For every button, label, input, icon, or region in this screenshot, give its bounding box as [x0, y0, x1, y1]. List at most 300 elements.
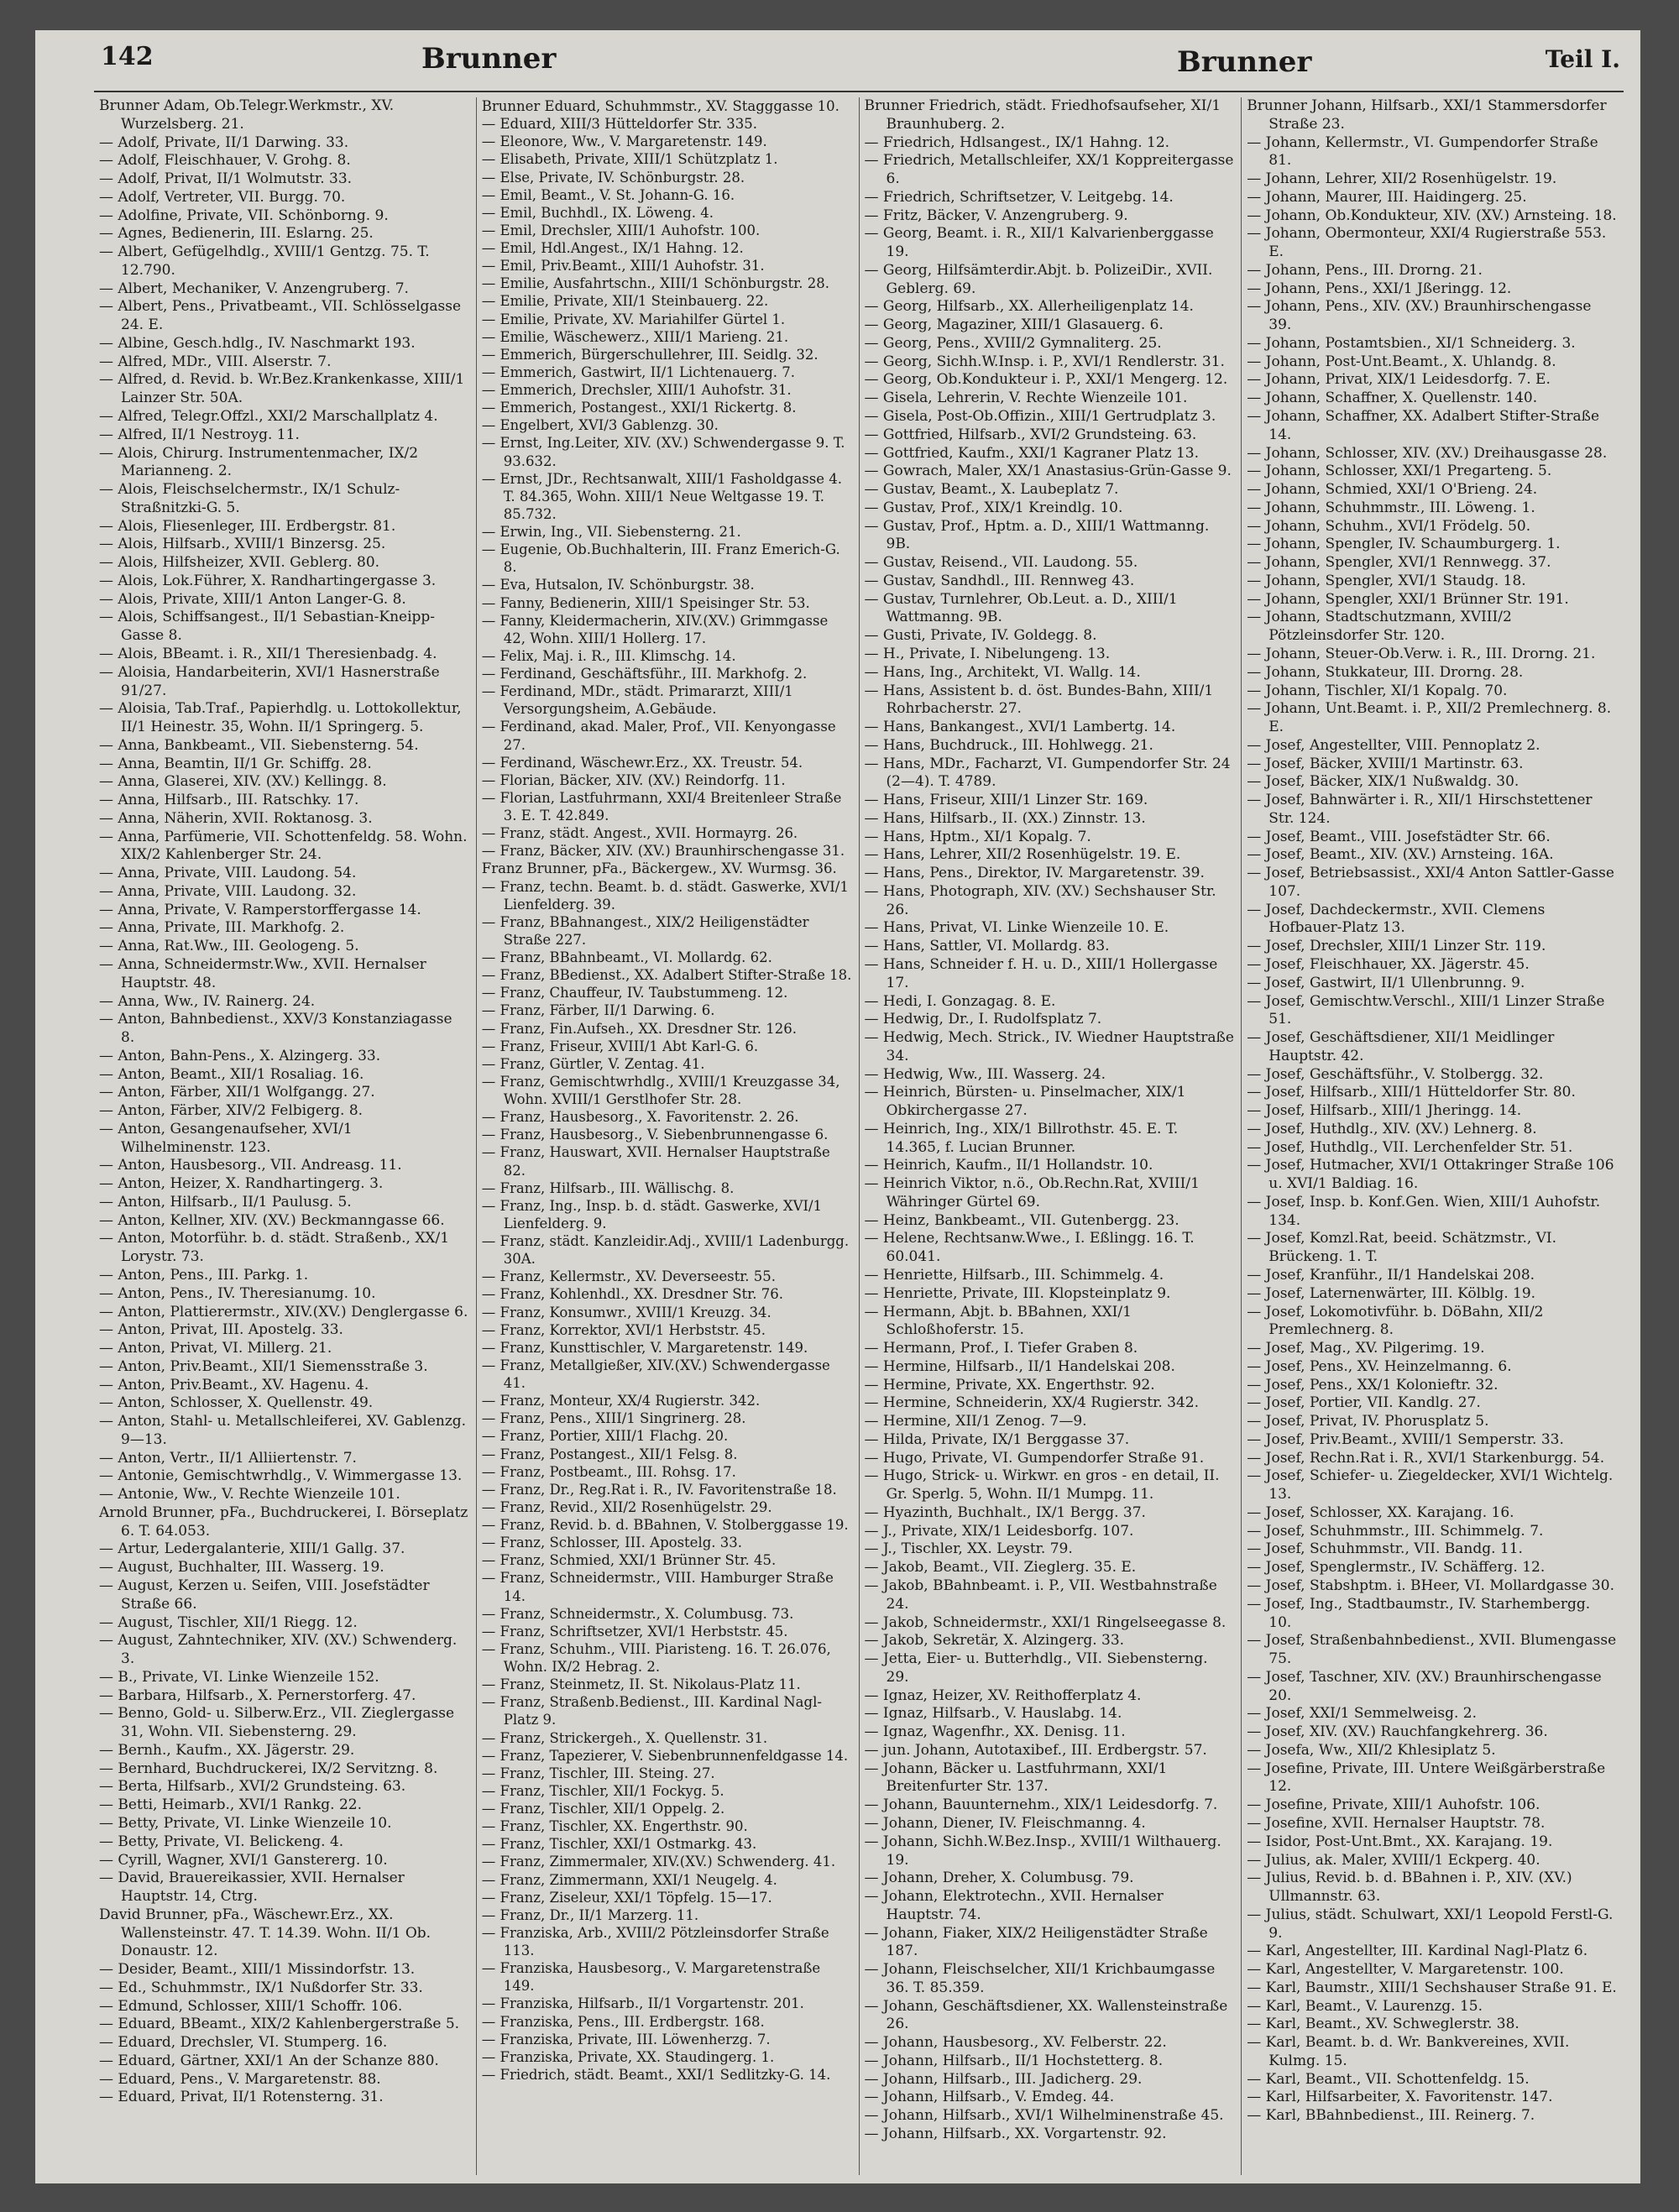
directory-entry: — August, Tischler, XII/1 Riegg. 12. [99, 1613, 358, 1631]
directory-entry: — Josef, Drechsler, XIII/1 Linzer Str. 119. [1247, 938, 1546, 955]
directory-entry: — Hyazinth, Buchhalt., IX/1 Bergg. 37. [864, 1503, 1146, 1521]
directory-entry: — Josefa, Ww., XII/2 Khlesiplatz 5. [1247, 1741, 1496, 1759]
running-head-right: Brunner [1177, 45, 1312, 79]
directory-entry: — Franz, Metallgießer, XIV.(XV.) Schwendergasse 41. [481, 1357, 830, 1391]
directory-entry: — Hans, Photograph, XIV. (XV.) Sechshauser Str. 26. [864, 882, 1216, 918]
directory-entry: — Karl, Beamt., VII. Schottenfeldg. 15. [1247, 2070, 1530, 2088]
directory-entry: — Georg, Magaziner, XIII/1 Glasauerg. 6. [864, 316, 1164, 334]
directory-entry: — Franz, Schriftsetzer, XVI/1 Herbststr. 45. [481, 1623, 788, 1639]
directory-entry: — Hedwig, Mech. Strick., IV. Wiedner Hauptstraße 34. [864, 1029, 1234, 1064]
directory-entry: — Hugo, Private, VI. Gumpendorfer Straße 91. [864, 1449, 1205, 1467]
directory-entry: — Franz, städt. Angest., XVII. Hormayrg. 26. [481, 825, 798, 842]
directory-entry: — Johann, Pens., III. Drorng. 21. [1247, 261, 1483, 279]
directory-entry: — Julius, ak. Maler, XVIII/1 Eckperg. 40. [1247, 1851, 1540, 1869]
directory-entry: — Hedi, I. Gonzagag. 8. E. [864, 992, 1056, 1010]
directory-entry: — Friedrich, Hdlsangest., IX/1 Hahng. 12. [864, 133, 1170, 151]
directory-entry: — Betty, Private, VI. Linke Wienzeile 10. [99, 1814, 392, 1832]
directory-entry: — Ignaz, Wagenfhr., XX. Denisg. 11. [864, 1723, 1126, 1741]
column-4 [1242, 97, 1624, 2175]
directory-entry: — Franz, Gürtler, V. Zentag. 41. [481, 1055, 705, 1072]
directory-entry: — Ernst, Ing.Leiter, XIV. (XV.) Schwendergasse 9. T. 93.632. [481, 435, 845, 469]
directory-entry: — Josef, Taschner, XIV. (XV.) Braunhirschengasse 20. [1247, 1668, 1602, 1704]
directory-entry: — Johann, Stukkateur, III. Drorng. 28. [1247, 663, 1524, 681]
directory-entry: — Hans, Friseur, XIII/1 Linzer Str. 169. [864, 792, 1148, 809]
directory-entry: — Anna, Parfümerie, VII. Schottenfeldg. 58. Wohn. XIX/2 Kahlenberger Str. 24. [99, 828, 468, 864]
directory-entry: — Hilda, Private, IX/1 Berggasse 37. [864, 1430, 1130, 1448]
directory-entry: — Anton, Hausbesorg., VII. Andreasg. 11. [99, 1157, 402, 1174]
directory-entry: — Johann, Bäcker u. Lastfuhrmann, XXI/1 Breitenfurter Str. 137. [864, 1760, 1168, 1796]
directory-entry: — Johann, Post-Unt.Beamt., X. Uhlandg. 8. [1247, 353, 1556, 370]
directory-entry: — Erwin, Ing., VII. Siebensterng. 21. [481, 524, 741, 540]
directory-entry: — Fanny, Bedienerin, XIII/1 Speisinger Str. 53. [481, 594, 810, 611]
directory-entry: — Franz, Straßenb.Bedienst., III. Kardinal Nagl-Platz 9. [481, 1694, 822, 1728]
directory-entry: — August, Kerzen u. Seifen, VIII. Josefstädter Straße 66. [99, 1577, 430, 1613]
directory-entry: — Anton, Pens., IV. Theresianumg. 10. [99, 1284, 376, 1302]
directory-entry: — Agnes, Bedienerin, III. Eslarng. 25. [99, 225, 374, 243]
directory-entry: — Alois, Fliesenleger, III. Erdbergstr. 81. [99, 517, 396, 535]
directory-entry: — Heinz, Bankbeamt., VII. Gutenbergg. 23. [864, 1211, 1179, 1229]
directory-entry: — Franz, Revid., XII/2 Rosenhügelstr. 29. [481, 1498, 772, 1515]
directory-entry: — Josef, Fleischhauer, XX. Jägerstr. 45. [1247, 955, 1530, 973]
directory-entry: — Johann, Obermonteur, XXI/4 Rugierstraße 553. E. [1247, 225, 1607, 261]
directory-entry: — Franz, Tischler, XII/1 Fockyg. 5. [481, 1782, 724, 1799]
directory-entry: — Josef, XIV. (XV.) Rauchfangkehrerg. 36. [1247, 1723, 1548, 1741]
directory-entry: — Johann, Pens., XIV. (XV.) Braunhirschengasse 39. [1247, 298, 1592, 334]
directory-entry: — Fanny, Kleidermacherin, XIV.(XV.) Grimmgasse 42, Wohn. XIII/1 Hollerg. 17. [481, 612, 829, 646]
directory-entry: — Franziska, Hilfsarb., II/1 Vorgartenstr. 201. [481, 1995, 804, 2012]
directory-entry: — Franz, BBahnangest., XIX/2 Heiligenstädter Straße 227. [481, 913, 809, 948]
directory-entry: — Johann, Dreher, X. Columbusg. 79. [864, 1869, 1134, 1887]
directory-entry: — Franz, Dr., Reg.Rat i. R., IV. Favoritenstraße 18. [481, 1481, 837, 1498]
directory-entry: — Else, Private, IV. Schönburgstr. 28. [481, 169, 745, 186]
directory-entry: — Friedrich, Metallschleifer, XX/1 Koppreitergasse 6. [864, 152, 1234, 188]
directory-entry: — Karl, BBahnbedienst., III. Reinerg. 7. [1247, 2107, 1535, 2125]
directory-entry: — Hans, Sattler, VI. Mollardg. 83. [864, 938, 1110, 955]
directory-entry: — Heinrich, Ing., XIX/1 Billrothstr. 45. E. T. 14.365, f. Lucian Brunner. [864, 1120, 1179, 1156]
directory-entry: — Johann, Steuer-Ob.Verw. i. R., III. Drorng. 21. [1247, 645, 1596, 662]
directory-entry: — Hans, Hilfsarb., II. (XX.) Zinnstr. 13. [864, 809, 1146, 827]
directory-entry: — Josef, Schuhmmstr., VII. Bandg. 11. [1247, 1540, 1523, 1558]
directory-entry: — Johann, Tischler, XI/1 Kopalg. 70. [1247, 682, 1508, 699]
directory-entry: — Josef, Beamt., XIV. (XV.) Arnsteing. 16A. [1247, 846, 1554, 864]
directory-entry: — Karl, Hilfsarbeiter, X. Favoritenstr. 147. [1247, 2089, 1553, 2106]
directory-entry: — Hermine, Private, XX. Engerthstr. 92. [864, 1376, 1155, 1394]
directory-entry: — Josef, Geschäftsführ., V. Stolbergg. 32. [1247, 1065, 1544, 1083]
directory-entry: — Georg, Sichh.W.Insp. i. P., XVI/1 Rendlerstr. 31. [864, 353, 1225, 370]
directory-page [35, 30, 1640, 2183]
directory-entry: — Gottfried, Hilfsarb., XVI/2 Grundsteing. 63. [864, 426, 1197, 443]
directory-entry: — Franz, BBedienst., XX. Adalbert Stifter-Straße 18. [481, 967, 852, 984]
directory-entry: — Anton, Bahnbedienst., XXV/3 Konstanziagasse 8. [99, 1011, 452, 1047]
directory-entry: — Hans, Schneider f. H. u. D., XIII/1 Hollergasse 17. [864, 955, 1218, 991]
directory-entry: Brunner Adam, Ob.Telegr.Werkmstr., XV. Wurzelsberg. 21. [99, 97, 395, 133]
directory-entry: — Alois, BBeamt. i. R., XII/1 Theresienbadg. 4. [99, 645, 437, 662]
directory-entry: — Franz, Monteur, XX/4 Rugierstr. 342. [481, 1393, 761, 1409]
directory-entry: — Franz, Chauffeur, IV. Taubstummeng. 12. [481, 985, 788, 1001]
directory-entry: — Eduard, Privat, II/1 Rotensterng. 31. [99, 2089, 384, 2106]
directory-entry: — Karl, Beamt., V. Laurenzg. 15. [1247, 1997, 1483, 2015]
directory-entry: — Eduard, Gärtner, XXI/1 An der Schanze 880. [99, 2052, 439, 2069]
directory-entry: — Johann, Fleischselcher, XII/1 Krichbaumgasse 36. T. 85.359. [864, 1961, 1216, 1996]
directory-entry: — Anton, Priv.Beamt., XII/1 Siemensstraße 3. [99, 1357, 428, 1375]
directory-entry: — Gustav, Turnlehrer, Ob.Leut. a. D., XIII/1 Wattmanng. 9B. [864, 590, 1178, 626]
directory-entry: — Josef, Spenglermstr., IV. Schäfferg. 12. [1247, 1559, 1546, 1577]
directory-entry: — Josef, Schiefer- u. Ziegeldecker, XVI/1 Wichtelg. 13. [1247, 1467, 1614, 1503]
directory-entry: — Franziska, Private, III. Löwenherzg. 7. [481, 2031, 771, 2047]
directory-entry: — Johann, Postamtsbien., XI/1 Schneiderg. 3. [1247, 334, 1576, 352]
directory-entry: — Alfred, d. Revid. b. Wr.Bez.Krankenkasse, XIII/1 Lainzer Str. 50A. [99, 371, 465, 407]
directory-entry: — Franz, Bäcker, XIV. (XV.) Braunhirschengasse 31. [481, 843, 845, 860]
directory-entry: — Johann, Ob.Kondukteur, XIV. (XV.) Arnsteing. 18. [1247, 207, 1617, 224]
directory-entry: — Ed., Schuhmmstr., IX/1 Nußdorfer Str. 33. [99, 1979, 423, 1996]
directory-entry: — Adolf, Privat, II/1 Wolmutstr. 33. [99, 170, 353, 188]
directory-entry: — Friedrich, städt. Beamt., XXI/1 Sedlitzky-G. 14. [481, 2066, 831, 2083]
directory-entry: — Emil, Priv.Beamt., XIII/1 Auhofstr. 31. [481, 258, 765, 275]
directory-entry: — Josef, Privat, IV. Phorusplatz 5. [1247, 1413, 1489, 1430]
directory-entry: — Emmerich, Drechsler, XIII/1 Auhofstr. 31. [481, 382, 792, 398]
directory-entry: — Hermann, Prof., I. Tiefer Graben 8. [864, 1340, 1138, 1357]
directory-entry: — Josef, Gemischtw.Verschl., XIII/1 Linzer Straße 51. [1247, 992, 1605, 1028]
directory-entry: — Alois, Lok.Führer, X. Randhartingergasse 3. [99, 572, 437, 589]
directory-entry: — Isidor, Post-Unt.Bmt., XX. Karajang. 19. [1247, 1833, 1553, 1850]
directory-entry: — Gustav, Reisend., VII. Laudong. 55. [864, 554, 1138, 572]
directory-entry: — Hans, Ing., Architekt, VI. Wallg. 14. [864, 663, 1141, 681]
directory-entry: — Betti, Heimarb., XVI/1 Rankg. 22. [99, 1796, 363, 1814]
directory-entry: — Heinrich, Bürsten- u. Pinselmacher, XIX/1 Obkirchergasse 27. [864, 1084, 1186, 1120]
directory-entry: — Anna, Glaserei, XIV. (XV.) Kellingg. 8. [99, 773, 387, 791]
directory-entry: — August, Buchhalter, III. Wasserg. 19. [99, 1559, 384, 1577]
directory-entry: — Anna, Ww., IV. Rainerg. 24. [99, 992, 316, 1010]
directory-entry: — Jakob, Beamt., VII. Zieglerg. 35. E. [864, 1559, 1137, 1577]
directory-entry: — Gustav, Sandhdl., III. Rennweg 43. [864, 572, 1135, 589]
directory-entry: — Franz, Ing., Insp. b. d. städt. Gaswerke, XVI/1 Lienfelderg. 9. [481, 1197, 823, 1232]
directory-entry: — Eleonore, Ww., V. Margaretenstr. 149. [481, 133, 767, 150]
directory-entry: — Josef, Dachdeckermstr., XVII. Clemens Hofbauer-Platz 13. [1247, 901, 1546, 937]
directory-entry: — Albine, Gesch.hdlg., IV. Naschmarkt 193. [99, 334, 416, 352]
directory-entry: — J., Private, XIX/1 Leidesborfg. 107. [864, 1522, 1134, 1540]
directory-entry: — Josef, Insp. b. Konf.Gen. Wien, XIII/1 Auhofstr. 134. [1247, 1193, 1601, 1229]
directory-entry: — Anton, Färber, XII/1 Wolfgangg. 27. [99, 1084, 375, 1101]
directory-entry: — Karl, Baumstr., XIII/1 Sechshauser Straße 91. E. [1247, 1979, 1617, 1996]
directory-entry: — Johann, Sichh.W.Bez.Insp., XVIII/1 Wilthauerg. 19. [864, 1833, 1221, 1869]
directory-entry: — Josef, Bahnwärter i. R., XII/1 Hirschstettener Str. 124. [1247, 792, 1593, 827]
directory-entry: — Franz, Schlosser, III. Apostelg. 33. [481, 1535, 743, 1551]
directory-entry: — Johann, Schuhm., XVI/1 Frödelg. 50. [1247, 517, 1531, 535]
directory-entry: — Franz, Schmied, XXI/1 Brünner Str. 45. [481, 1552, 777, 1569]
directory-entry: — Adolf, Private, II/1 Darwing. 33. [99, 133, 349, 151]
column-3 [860, 97, 1242, 2175]
directory-entry: — Franz, Tischler, XX. Engerthstr. 90. [481, 1818, 748, 1835]
directory-entry: — Johann, Schlosser, XIV. (XV.) Dreihausgasse 28. [1247, 444, 1608, 462]
directory-entry: — Josef, Hilfsarb., XIII/1 Jheringg. 14. [1247, 1102, 1522, 1120]
directory-entry: — Elisabeth, Private, XIII/1 Schützplatz 1. [481, 151, 778, 168]
directory-entry: — Anton, Schlosser, X. Quellenstr. 49. [99, 1394, 374, 1412]
directory-entry: — Julius, städt. Schulwart, XXI/1 Leopold Ferstl-G. 9. [1247, 1906, 1614, 1942]
directory-entry: — Johann, Hilfsarb., XVI/1 Wilhelminenstraße 45. [864, 2107, 1224, 2125]
directory-entry: — H., Private, I. Nibelungeng. 13. [864, 645, 1111, 662]
directory-entry: — Antonie, Gemischtwrhdlg., V. Wimmergasse 13. [99, 1467, 463, 1485]
directory-entry: — Anton, Privat, VI. Millerg. 21. [99, 1340, 332, 1357]
directory-entry: — Josef, Gastwirt, II/1 Ullenbrunng. 9. [1247, 974, 1525, 991]
directory-entry: — Franziska, Hausbesorg., V. Margaretenstraße 149. [481, 1960, 821, 1995]
directory-entry: — Franziska, Private, XX. Staudingerg. 1. [481, 2048, 775, 2065]
directory-entry: — Anna, Private, VIII. Laudong. 54. [99, 865, 357, 882]
directory-entry: — Anton, Kellner, XIV. (XV.) Beckmanngasse 66. [99, 1211, 445, 1229]
directory-entry: — Anton, Heizer, X. Randhartingerg. 3. [99, 1175, 384, 1193]
directory-entry: — Johann, Geschäftsdiener, XX. Wallensteinstraße 26. [864, 1997, 1228, 2033]
directory-entry: — Johann, Schmied, XXI/1 O'Brieng. 24. [1247, 481, 1538, 499]
directory-entry: — Alois, Hilfsheizer, XVII. Geblerg. 80. [99, 554, 380, 572]
directory-entry: — Anton, Plattierermstr., XIV.(XV.) Denglergasse 6. [99, 1303, 468, 1320]
directory-entry: — Johann, Privat, XIX/1 Leidesdorfg. 7. E. [1247, 371, 1551, 389]
directory-entry: — Emilie, Private, XV. Mariahilfer Gürtel 1. [481, 311, 786, 327]
directory-entry: — Alfred, II/1 Nestroyg. 11. [99, 426, 300, 443]
directory-entry: — David, Brauereikassier, XVII. Hernalser Hauptstr. 14, Ctrg. [99, 1869, 405, 1906]
directory-entry: — Jakob, Schneidermstr., XXI/1 Ringelseegasse 8. [864, 1613, 1227, 1631]
directory-entry: — Emmerich, Bürgerschullehrer, III. Seidlg. 32. [481, 346, 819, 363]
directory-entry: — Hermine, XII/1 Zenog. 7—9. [864, 1413, 1087, 1430]
directory-entry: — Emmerich, Postangest., XXI/1 Rickertg. 8. [481, 400, 797, 416]
directory-entry: — Franz, Postbeamt., III. Rohsg. 17. [481, 1463, 736, 1480]
directory-entry: — Franz, Hauswart, XVII. Hernalser Hauptstraße 82. [481, 1144, 830, 1179]
directory-entry: — Hermann, Abjt. b. BBahnen, XXI/1 Schloßhoferstr. 15. [864, 1303, 1132, 1339]
directory-entry: — Alois, Chirurg. Instrumentenmacher, IX/2 Marianneng. 2. [99, 444, 419, 480]
directory-entry: — Josef, Hilfsarb., XIII/1 Hütteldorfer Str. 80. [1247, 1084, 1576, 1101]
directory-entry: — Anna, Hilfsarb., III. Ratschky. 17. [99, 792, 359, 809]
directory-entry: — Karl, Angestellter, V. Margaretenstr. 100. [1247, 1961, 1564, 1979]
directory-entry: — Jakob, Sekretär, X. Alzingerg. 33. [864, 1632, 1125, 1650]
directory-entry: — Johann, Hilfsarb., II/1 Hochstetterg. 8. [864, 2052, 1164, 2069]
directory-entry: — Anton, Hilfsarb., II/1 Paulusg. 5. [99, 1193, 352, 1211]
directory-entry: — Josef, Geschäftsdiener, XII/1 Meidlinger Hauptstr. 42. [1247, 1029, 1555, 1064]
directory-entry: — Josefine, Private, III. Untere Weißgärberstraße 12. [1247, 1760, 1606, 1796]
directory-entry: — Franz, Kohlenhdl., XX. Dresdner Str. 76. [481, 1286, 783, 1303]
directory-entry: — Albert, Pens., Privatbeamt., VII. Schlösselgasse 24. E. [99, 298, 462, 334]
directory-entry: — Aloisia, Handarbeiterin, XVI/1 Hasnerstraße 91/27. [99, 663, 440, 699]
directory-entry: — Anton, Pens., III. Parkg. 1. [99, 1267, 309, 1284]
directory-entry: — Josef, Schuhmmstr., III. Schimmelg. 7. [1247, 1522, 1544, 1540]
directory-entry: — Anton, Motorführ. b. d. städt. Straßenb., XX/1 Lorystr. 73. [99, 1230, 450, 1266]
directory-entry: — Franz, Tischler, III. Steing. 27. [481, 1765, 715, 1781]
directory-entry: — Eduard, XIII/3 Hütteldorfer Str. 335. [481, 116, 758, 133]
directory-entry: Brunner Johann, Hilfsarb., XXI/1 Stammersdorfer Straße 23. [1247, 97, 1607, 133]
directory-entry: — Georg, Beamt. i. R., XII/1 Kalvarienberggasse 19. [864, 225, 1214, 261]
directory-entry: — Gowrach, Maler, XX/1 Anastasius-Grün-Gasse 9. [864, 463, 1232, 480]
directory-entry: — Bernhard, Buchdruckerei, IX/2 Servitzng. 8. [99, 1760, 438, 1777]
directory-entry: — Cyrill, Wagner, XVI/1 Ganstererg. 10. [99, 1851, 388, 1869]
directory-entry: — Alois, Schiffsangest., II/1 Sebastian-Kneipp-Gasse 8. [99, 609, 436, 645]
directory-entry: — Johann, Hilfsarb., III. Jadicherg. 29. [864, 2070, 1143, 2088]
directory-entry: — Julius, Revid. b. d. BBahnen i. P., XIV. (XV.) Ullmannstr. 63. [1247, 1869, 1572, 1906]
directory-entry: — Hedwig, Dr., I. Rudolfsplatz 7. [864, 1011, 1102, 1028]
directory-entry: — Franz, Hausbesorg., V. Siebenbrunnengasse 6. [481, 1127, 829, 1143]
directory-entry: — Johann, Diener, IV. Fleischmanng. 4. [864, 1814, 1146, 1832]
directory-entry: — Franz, Strickergeh., X. Quellenstr. 31. [481, 1729, 768, 1746]
directory-entry: — Emil, Drechsler, XIII/1 Auhofstr. 100. [481, 222, 761, 238]
directory-entry: — Felix, Maj. i. R., III. Klimschg. 14. [481, 647, 736, 664]
directory-entry: — Johann, Spengler, IV. Schaumburgerg. 1. [1247, 536, 1561, 553]
directory-entry: — Franz, BBahnbeamt., VI. Mollardg. 62. [481, 949, 772, 965]
directory-entry: — Josef, Priv.Beamt., XVIII/1 Semperstr. 33. [1247, 1430, 1564, 1448]
directory-entry: — Franz, Gemischtwrhdlg., XVIII/1 Kreuzgasse 34, Wohn. XVIII/1 Gerstlhofer Str. 28. [481, 1073, 840, 1107]
directory-entry: — Franz, Korrektor, XVI/1 Herbststr. 45. [481, 1321, 766, 1338]
directory-entry: — Anna, Private, VIII. Laudong. 32. [99, 882, 357, 900]
directory-entry: — Emil, Buchhdl., IX. Löweng. 4. [481, 204, 714, 221]
directory-entry: — Hans, Bankangest., XVI/1 Lambertg. 14. [864, 719, 1176, 736]
directory-entry: — Engelbert, XVI/3 Gablenzg. 30. [481, 417, 719, 434]
directory-entry: — Gusti, Private, IV. Goldegg. 8. [864, 627, 1097, 645]
directory-entry: — B., Private, VI. Linke Wienzeile 152. [99, 1668, 379, 1686]
part-label: Teil I. [1545, 45, 1620, 73]
directory-entry: — Josef, Huthdlg., XIV. (XV.) Lehnerg. 8. [1247, 1120, 1537, 1137]
directory-entry: — Johann, Schaffner, XX. Adalbert Stifter-Straße 14. [1247, 408, 1600, 443]
directory-entry: — August, Zahntechniker, XIV. (XV.) Schwenderg. 3. [99, 1632, 458, 1668]
directory-entry: — Ferdinand, Wäschewr.Erz., XX. Treustr. 54. [481, 754, 803, 771]
directory-entry: — Anton, Gesangenaufseher, XVI/1 Wilhelminenstr. 123. [99, 1120, 353, 1156]
directory-entry: — Karl, Beamt., XV. Schweglerstr. 38. [1247, 2016, 1519, 2033]
directory-entry: — Gisela, Lehrerin, V. Rechte Wienzeile 101. [864, 390, 1188, 407]
directory-entry: — jun. Johann, Autotaxibef., III. Erdbergstr. 57. [864, 1741, 1207, 1759]
directory-entry: Brunner Eduard, Schuhmmstr., XV. Stagggasse 10. [481, 98, 840, 114]
directory-entry: — Josefine, Private, XIII/1 Auhofstr. 106. [1247, 1796, 1540, 1814]
directory-entry: — Karl, Beamt. b. d. Wr. Bankvereines, XVII. Kulmg. 15. [1247, 2034, 1570, 2069]
directory-entry: — Hans, Buchdruck., III. Hohlwegg. 21. [864, 736, 1153, 754]
directory-entry: — Desider, Beamt., XIII/1 Missindorfstr. 13. [99, 1961, 416, 1979]
directory-entry: — Josef, Rechn.Rat i. R., XVI/1 Starkenburgg. 54. [1247, 1449, 1605, 1467]
directory-entry: — Franz, Zimmermaler, XIV.(XV.) Schwenderg. 41. [481, 1854, 836, 1870]
directory-entry: — Anna, Rat.Ww., III. Geologeng. 5. [99, 938, 359, 955]
directory-entry: — Hans, MDr., Facharzt, VI. Gumpendorfer Str. 24 (2—4). T. 4789. [864, 755, 1231, 791]
directory-entry: — Josef, Portier, VII. Kandlg. 27. [1247, 1394, 1481, 1412]
directory-entry: — Friedrich, Schriftsetzer, V. Leitgebg. 14. [864, 188, 1174, 206]
directory-entry: — Josef, Laternenwärter, III. Kölblg. 19. [1247, 1284, 1536, 1302]
directory-entry: — Josef, Huthdlg., VII. Lerchenfelder Str. 51. [1247, 1138, 1573, 1156]
directory-entry: — Franz, Schneidermstr., X. Columbusg. 73. [481, 1605, 794, 1622]
directory-entry: — Benno, Gold- u. Silberw.Erz., VII. Zieglergasse 31, Wohn. VII. Siebensterng. 29. [99, 1705, 455, 1741]
directory-entry: — Gustav, Prof., XIX/1 Kreindlg. 10. [864, 499, 1123, 516]
directory-entry: — Gisela, Post-Ob.Offizin., XIII/1 Gertrudplatz 3. [864, 408, 1216, 426]
directory-entry: — Hermine, Schneiderin, XX/4 Rugierstr. 342. [864, 1394, 1199, 1412]
directory-entry: — Hans, Privat, VI. Linke Wienzeile 10. E. [864, 919, 1169, 937]
directory-entry: — Barbara, Hilfsarb., X. Pernerstorferg. 47. [99, 1686, 416, 1704]
directory-entry: — Eduard, Drechsler, VI. Stumperg. 16. [99, 2034, 388, 2052]
directory-entry: — Georg, Hilfsämterdir.Abjt. b. PolizeiDir., XVII. Geblerg. 69. [864, 261, 1213, 297]
directory-entry: — Johann, Schlosser, XXI/1 Pregarteng. 5. [1247, 463, 1552, 480]
directory-entry: — Emmerich, Gastwirt, II/1 Lichtenauerg. 7. [481, 363, 796, 380]
column-2 [477, 97, 860, 2175]
directory-entry: — Franz, Dr., II/1 Marzerg. 11. [481, 1906, 699, 1923]
directory-entry: — Johann, Hilfsarb., V. Emdeg. 44. [864, 2089, 1115, 2106]
header-rule [94, 91, 1624, 92]
directory-entry: — Josef, XXI/1 Semmelweisg. 2. [1247, 1705, 1477, 1723]
directory-entry: — Albert, Mechaniker, V. Anzengruberg. 7. [99, 280, 409, 297]
directory-entry: — Adolfine, Private, VII. Schönborng. 9. [99, 207, 389, 224]
directory-entry: — Franz, Steinmetz, II. St. Nikolaus-Platz 11. [481, 1676, 801, 1693]
directory-entry: — Franz, Portier, XIII/1 Flachg. 20. [481, 1428, 729, 1445]
directory-entry: — Franziska, Arb., XVIII/2 Pötzleinsdorfer Straße 113. [481, 1924, 829, 1958]
directory-entry: Arnold Brunner, pFa., Buchdruckerei, I. Börseplatz 6. T. 64.053. [99, 1503, 468, 1540]
directory-entry: — Alois, Hilfsarb., XVIII/1 Binzersg. 25. [99, 536, 386, 553]
directory-entry: — Heinrich, Kaufm., II/1 Hollandstr. 10. [864, 1157, 1153, 1174]
directory-entry: — Josef, Mag., XV. Pilgerimg. 19. [1247, 1340, 1485, 1357]
column-1 [94, 97, 477, 2175]
directory-entry: — Franz, städt. Kanzleidir.Adj., XVIII/1 Ladenburgg. 30A. [481, 1233, 850, 1268]
directory-entry: — Alfred, Telegr.Offzl., XXI/2 Marschallplatz 4. [99, 408, 438, 426]
directory-entry: — Hugo, Strick- u. Wirkwr. en gros - en detail, II. Gr. Sperlg. 5, Wohn. II/1 Mumpg. 11. [864, 1467, 1220, 1503]
directory-entry: — Anna, Private, V. Ramperstorffergasse 14. [99, 901, 421, 918]
directory-entry: — Helene, Rechtsanw.Wwe., I. Eßlingg. 16. T. 60.041. [864, 1230, 1195, 1266]
directory-entry: — Franz, Revid. b. d. BBahnen, V. Stolberggasse 19. [481, 1517, 849, 1533]
directory-entry: — Anna, Schneidermstr.Ww., XVII. Hernalser Hauptstr. 48. [99, 955, 426, 991]
directory-entry: — Ferdinand, akad. Maler, Prof., VII. Kenyongasse 27. [481, 719, 836, 753]
directory-entry: — Anton, Bahn-Pens., X. Alzingerg. 33. [99, 1047, 381, 1064]
directory-entry: — Henriette, Hilfsarb., III. Schimmelg. 4. [864, 1267, 1164, 1284]
directory-entry: — Josef, Schlosser, XX. Karajang. 16. [1247, 1503, 1514, 1521]
directory-entry: — Josef, Pens., XV. Heinzelmanng. 6. [1247, 1357, 1512, 1375]
directory-entry: — Franz, Konsumwr., XVIII/1 Kreuzg. 34. [481, 1304, 772, 1320]
directory-entry: — Hans, Pens., Direktor, IV. Margaretenstr. 39. [864, 865, 1205, 882]
directory-entry: — Franz, Pens., XIII/1 Singrinerg. 28. [481, 1410, 746, 1427]
directory-entry: — Franz, Hausbesorg., X. Favoritenstr. 2. 26. [481, 1109, 799, 1126]
directory-entry: — Johann, Hilfsarb., XX. Vorgartenstr. 92. [864, 2125, 1167, 2142]
directory-entry: — Josef, Kranführ., II/1 Handelskai 208. [1247, 1267, 1535, 1284]
directory-entry: — Georg, Hilfsarb., XX. Allerheiligenplatz 14. [864, 298, 1194, 316]
directory-entry: — J., Tischler, XX. Leystr. 79. [864, 1540, 1073, 1558]
directory-entry: — Johann, Schuhmmstr., III. Löweng. 1. [1247, 499, 1535, 516]
directory-entry: — Franz, Friseur, XVIII/1 Abt Karl-G. 6. [481, 1038, 759, 1054]
directory-entry: — Josef, Betriebsassist., XXI/4 Anton Sattler-Gasse 107. [1247, 865, 1614, 900]
directory-entry: — Emil, Beamt., V. St. Johann-G. 16. [481, 186, 735, 203]
directory-entry: — Franz, Tapezierer, V. Siebenbrunnenfeldgasse 14. [481, 1747, 849, 1764]
directory-entry: — Gottfried, Kaufm., XXI/1 Kagraner Platz 13. [864, 444, 1200, 462]
directory-entry: — Anna, Näherin, XVII. Roktanosg. 3. [99, 809, 373, 827]
directory-entry: — Anton, Priv.Beamt., XV. Hagenu. 4. [99, 1376, 369, 1394]
directory-entry: — Artur, Ledergalanterie, XIII/1 Gallg. 37. [99, 1540, 405, 1558]
directory-entry: — Albert, Gefügelhdlg., XVIII/1 Gentzg. 75. T. 12.790. [99, 243, 430, 279]
directory-entry: — Johann, Stadtschutzmann, XVIII/2 Pötzleinsdorfer Str. 120. [1247, 609, 1512, 645]
directory-entry: — Josef, Hutmacher, XVI/1 Ottakringer Straße 106 u. XVI/1 Baldiag. 16. [1247, 1157, 1614, 1193]
directory-entry: — Josef, Bäcker, XVIII/1 Martinstr. 63. [1247, 755, 1524, 772]
directory-entry: — Karl, Angestellter, III. Kardinal Nagl-Platz 6. [1247, 1943, 1588, 1960]
directory-entry: — Florian, Lastfuhrmann, XXI/4 Breitenleer Straße 3. E. T. 42.849. [481, 789, 842, 824]
directory-entry: — Josef, Straßenbahnbedienst., XVII. Blumengasse 75. [1247, 1632, 1617, 1668]
directory-entry: — Josef, Lokomotivführ. b. DöBahn, XII/2 Premlechnerg. 8. [1247, 1303, 1544, 1339]
directory-entry: — Johann, Spengler, XVI/1 Staudg. 18. [1247, 572, 1526, 589]
directory-entry: — Fritz, Bäcker, V. Anzengruberg. 9. [864, 207, 1128, 224]
directory-entry: — Hans, Assistent b. d. öst. Bundes-Bahn, XIII/1 Rohrbacherstr. 27. [864, 682, 1214, 718]
directory-entry: — Johann, Kellermstr., VI. Gumpendorfer Straße 81. [1247, 133, 1598, 170]
directory-entry: — Johann, Schaffner, X. Quellenstr. 140. [1247, 390, 1538, 407]
directory-entry: David Brunner, pFa., Wäschewr.Erz., XX. Wallensteinstr. 47. T. 14.39. Wohn. II/1 Ob. Donaustr. 12. [99, 1906, 432, 1960]
directory-entry: — Anna, Private, III. Markhofg. 2. [99, 919, 345, 937]
directory-entry: — Anna, Bankbeamt., VII. Siebensterng. 54. [99, 736, 419, 754]
directory-entry: — Berta, Hilfsarb., XVI/2 Grundsteing. 63. [99, 1778, 406, 1796]
directory-entry: — Franz, Zimmermann, XXI/1 Neugelg. 4. [481, 1871, 777, 1888]
directory-entry: — Johann, Elektrotechn., XVII. Hernalser Hauptstr. 74. [864, 1888, 1164, 1923]
directory-entry: — Johann, Lehrer, XII/2 Rosenhügelstr. 19. [1247, 170, 1557, 188]
directory-entry: — Hedwig, Ww., III. Wasserg. 24. [864, 1065, 1106, 1083]
directory-entry: — Emilie, Ausfahrtschn., XIII/1 Schönburgstr. 28. [481, 275, 829, 292]
directory-entry: — Henriette, Private, III. Klopsteinplatz 9. [864, 1284, 1171, 1302]
directory-entry: — Josef, Stabshptm. i. BHeer, VI. Mollardgasse 30. [1247, 1577, 1614, 1595]
directory-entry: — Ferdinand, Geschäftsführ., III. Markhofg. 2. [481, 666, 808, 682]
directory-entry: — Josef, Beamt., VIII. Josefstädter Str. 66. [1247, 828, 1551, 845]
directory-entry: — Franz, Kellermstr., XV. Deverseestr. 55. [481, 1268, 777, 1285]
directory-entry: — Gustav, Beamt., X. Laubeplatz 7. [864, 481, 1119, 499]
directory-entry: — Franz, Fin.Aufseh., XX. Dresdner Str. 126. [481, 1020, 797, 1037]
directory-entry: — Johann, Pens., XXI/1 Jßeringg. 12. [1247, 280, 1512, 297]
directory-entry: — Johann, Unt.Beamt. i. P., XII/2 Premlechnerg. 8. E. [1247, 700, 1612, 736]
